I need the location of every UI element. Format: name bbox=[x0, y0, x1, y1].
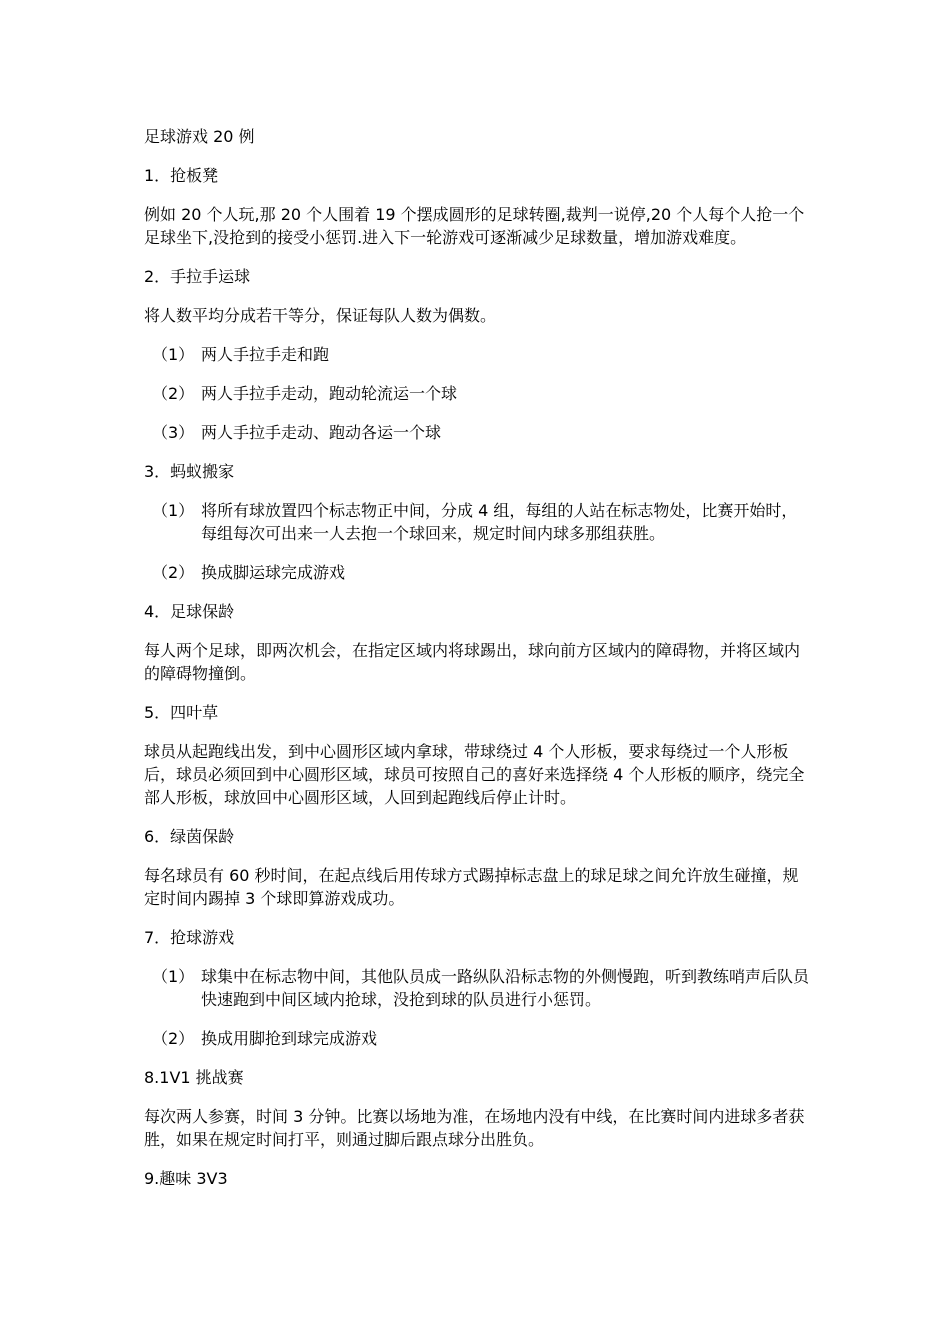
document-page bbox=[144, 125, 809, 1206]
list-item-number: （1） bbox=[152, 345, 195, 364]
section-heading-8: 8.1V1 挑战赛 bbox=[144, 1068, 244, 1087]
list-item-text: 换成用脚抢到球完成游戏 bbox=[201, 1029, 378, 1048]
section-2-paragraph: 将人数平均分成若干等分，保证每队人数为偶数。 bbox=[144, 306, 497, 325]
list-item-number: （1） bbox=[152, 967, 195, 986]
section-heading-1: 1．抢板凳 bbox=[144, 166, 219, 185]
section-heading-4: 4．足球保龄 bbox=[144, 602, 235, 621]
list-item-text: 球集中在标志物中间，其他队员成一路纵队沿标志物的外侧慢跑，听到教练哨声后队员快速跑到中间区域内抢球，没抢到球的队员进行小惩罚。 bbox=[201, 967, 810, 1009]
list-item bbox=[144, 965, 809, 1011]
list-item bbox=[144, 1027, 809, 1050]
list-item bbox=[144, 421, 809, 444]
section-heading-7: 7．抢球游戏 bbox=[144, 928, 235, 947]
section-heading-3: 3．蚂蚁搬家 bbox=[144, 462, 235, 481]
list-item bbox=[144, 499, 809, 545]
list-item-number: （3） bbox=[152, 423, 195, 442]
list-item-number: （2） bbox=[152, 563, 195, 582]
list-item bbox=[144, 343, 809, 366]
document-title: 足球游戏 20 例 bbox=[144, 127, 255, 146]
list-item-text: 两人手拉手走动、跑动各运一个球 bbox=[201, 423, 442, 442]
section-1-paragraph: 例如 20 个人玩,那 20 个人围着 19 个摆成圆形的足球转圈,裁判一说停,20 个人每个人抢一个足球坐下,没抢到的接受小惩罚.进入下一轮游戏可逐渐减少足球数量，增加游戏难度。 bbox=[144, 205, 805, 247]
list-item-number: （1） bbox=[152, 501, 195, 520]
section-5-paragraph: 球员从起跑线出发，到中心圆形区域内拿球，带球绕过 4 个人形板，要求每绕过一个人形板后，球员必须回到中心圆形区域，球员可按照自己的喜好来选择绕 4 个人形板的顺序，绕完全部人形板，球放回中心圆形区域，人回到起跑线后停止计时。 bbox=[144, 742, 805, 807]
section-4-paragraph: 每人两个足球，即两次机会，在指定区域内将球踢出，球向前方区域内的障碍物，并将区域内的障碍物撞倒。 bbox=[144, 641, 801, 683]
list-item-text: 换成脚运球完成游戏 bbox=[201, 563, 346, 582]
section-6-paragraph: 每名球员有 60 秒时间，在起点线后用传球方式踢掉标志盘上的球足球之间允许放生碰撞，规定时间内踢掉 3 个球即算游戏成功。 bbox=[144, 866, 799, 908]
section-8-paragraph: 每次两人参赛，时间 3 分钟。比赛以场地为准，在场地内没有中线，在比赛时间内进球多者获胜，如果在规定时间打平，则通过脚后跟点球分出胜负。 bbox=[144, 1107, 805, 1149]
section-heading-2: 2．手拉手运球 bbox=[144, 267, 251, 286]
list-item-text: 两人手拉手走和跑 bbox=[201, 345, 330, 364]
list-item-number: （2） bbox=[152, 1029, 195, 1048]
section-heading-9: 9.趣味 3V3 bbox=[144, 1169, 228, 1188]
list-item bbox=[144, 382, 809, 405]
list-item-number: （2） bbox=[152, 384, 195, 403]
list-item-text: 两人手拉手走动，跑动轮流运一个球 bbox=[201, 384, 458, 403]
list-item-text: 将所有球放置四个标志物正中间，分成 4 组，每组的人站在标志物处，比赛开始时，每组每次可出来一人去抱一个球回来，规定时间内球多那组获胜。 bbox=[201, 501, 798, 543]
list-item bbox=[144, 561, 809, 584]
section-heading-6: 6．绿茵保龄 bbox=[144, 827, 235, 846]
section-heading-5: 5．四叶草 bbox=[144, 703, 219, 722]
